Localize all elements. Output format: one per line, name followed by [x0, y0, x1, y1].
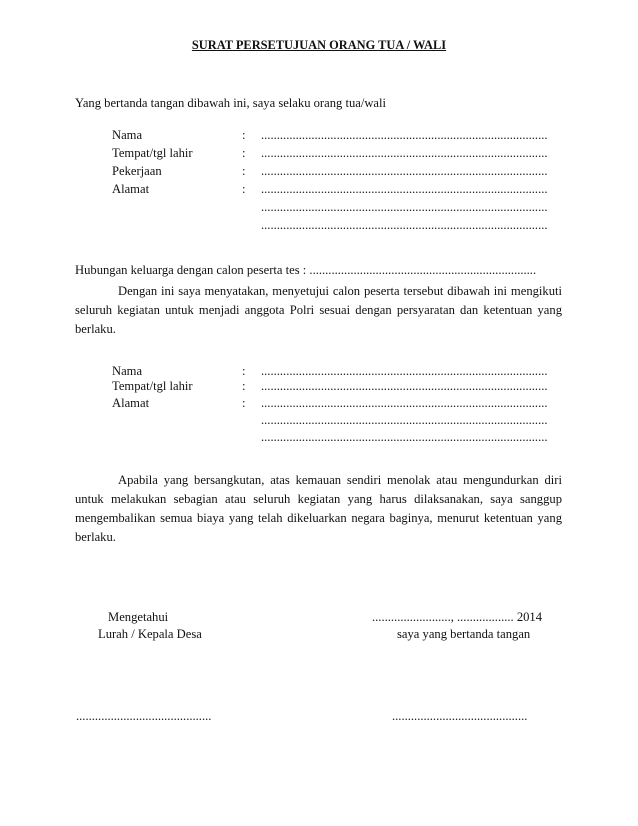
candidate-name-label: Nama	[112, 364, 143, 378]
candidate-address-label: Alamat	[112, 396, 150, 410]
candidate-address-line-3[interactable]: ...........................................................................................	[261, 430, 548, 444]
relation-line: Hubungan keluarga dengan calon peserta tes : ........................................................................	[75, 263, 537, 277]
parent-birth-label: Tempat/tgl lahir	[112, 146, 193, 160]
right-signature-name-line[interactable]: ...........................................	[392, 709, 528, 723]
parent-job-label: Pekerjaan	[112, 164, 162, 178]
candidate-address-field[interactable]: ...........................................................................................	[261, 396, 548, 410]
candidate-birth-label: Tempat/tgl lahir	[112, 379, 193, 393]
parent-birth-field[interactable]: ...........................................................................................	[261, 146, 548, 160]
parent-job-field[interactable]: ...........................................................................................	[261, 164, 548, 178]
left-signature-heading: Mengetahui	[108, 610, 169, 624]
parent-address-line-2[interactable]: ...........................................................................................	[261, 200, 548, 214]
candidate-birth-field[interactable]: ...........................................................................................	[261, 379, 548, 393]
candidate-name-colon: :	[242, 364, 246, 378]
candidate-birth-colon: :	[242, 379, 246, 393]
candidate-address-line-2[interactable]: ...........................................................................................	[261, 413, 548, 427]
parent-address-label: Alamat	[112, 182, 150, 196]
parent-name-field[interactable]: ...........................................................................................	[261, 128, 548, 142]
parent-job-colon: :	[242, 164, 246, 178]
parent-name-label: Nama	[112, 128, 143, 142]
left-signature-name-line[interactable]: ...........................................	[76, 709, 212, 723]
parent-address-line-3[interactable]: ...........................................................................................	[261, 218, 548, 232]
parent-address-field[interactable]: ...........................................................................................	[261, 182, 548, 196]
parent-address-colon: :	[242, 182, 246, 196]
left-signature-title: Lurah / Kepala Desa	[98, 627, 202, 641]
parent-name-colon: :	[242, 128, 246, 142]
candidate-name-field[interactable]: ...........................................................................................	[261, 364, 548, 378]
consent-paragraph: Dengan ini saya menyatakan, menyetujui calon peserta tersebut dibawah ini mengikuti seluruh kegiatan untuk menjadi anggota Polri sesuai dengan persyaratan dan ketentuan yang berlaku.	[75, 284, 562, 336]
candidate-address-colon: :	[242, 396, 246, 410]
parent-birth-colon: :	[242, 146, 246, 160]
document-title: SURAT PERSETUJUAN ORANG TUA / WALI	[191, 38, 447, 52]
withdraw-paragraph: Apabila yang bersangkutan, atas kemauan sendiri menolak atau mengundurkan diri untuk melakukan sebagian atau seluruh kegiatan yang harus dilaksanakan, saya sanggup mengembalikan semua biaya yang telah dikeluarkan negara baginya, menurut ketentuan yang berlaku.	[75, 473, 562, 544]
right-signature-title: saya yang bertanda tangan	[397, 627, 531, 641]
right-signature-date-place[interactable]: ........................., .................. 2014	[372, 610, 543, 624]
intro-text: Yang bertanda tangan dibawah ini, saya selaku orang tua/wali	[75, 96, 387, 110]
